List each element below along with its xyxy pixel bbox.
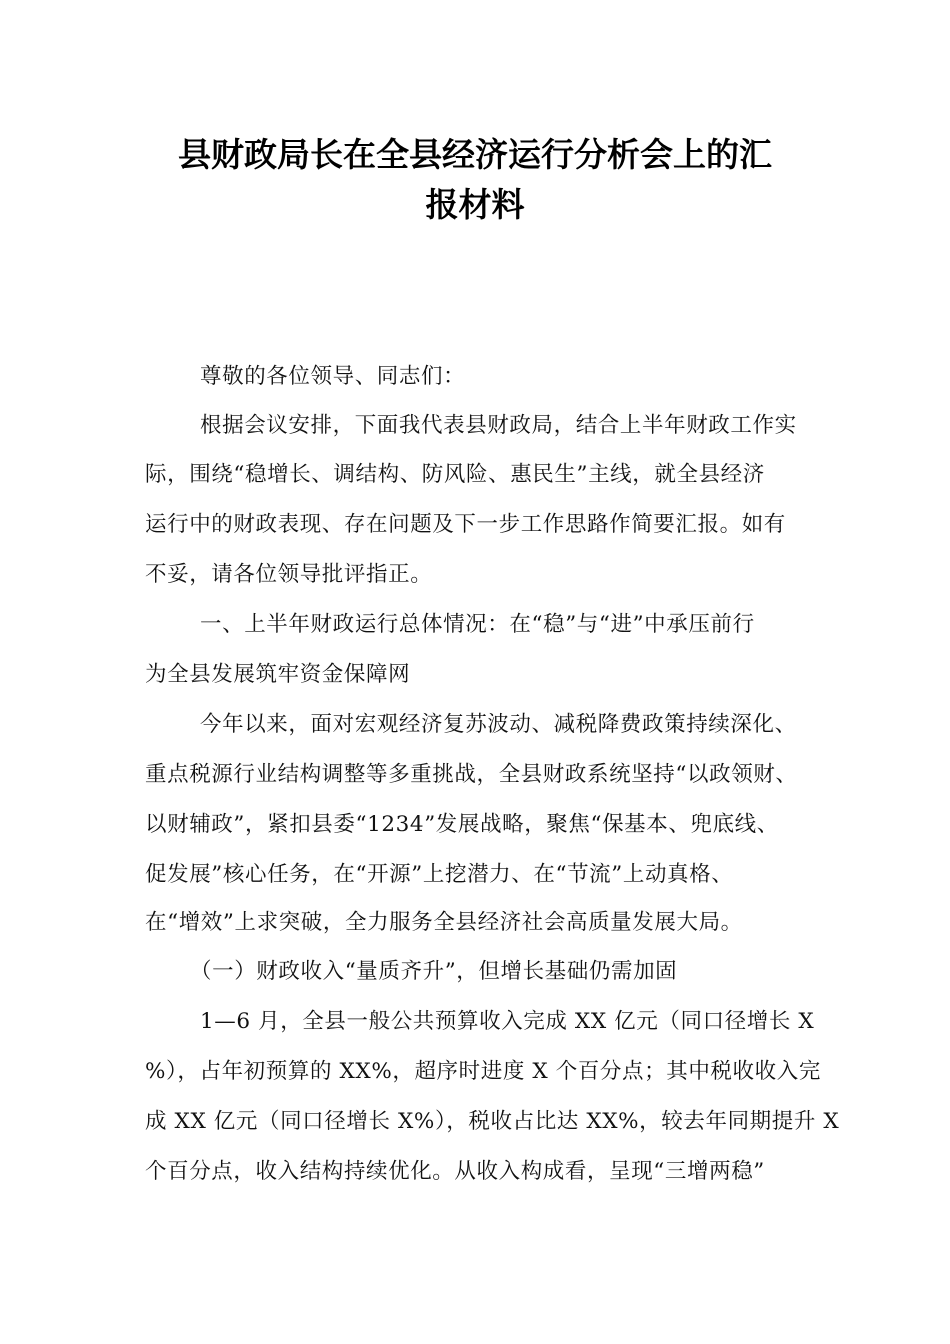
- paragraph-2-line-3: 以财辅政”，紧扣县委“1234”发展战略，聚焦“保基本、兜底线、: [145, 812, 779, 837]
- paragraph-1-line-2: 际，围绕“稳增长、调结构、防风险、惠民生”主线，就全县经济: [145, 462, 765, 487]
- paragraph-2-line-4: 促发展”核心任务，在“开源”上挖潜力、在“节流”上动真格、: [145, 862, 734, 887]
- paragraph-2-line-5: 在“增效”上求突破，全力服务全县经济社会高质量发展大局。: [145, 910, 743, 935]
- paragraph-3-line-4: 个百分点，收入结构持续优化。从收入构成看，呈现“三增两稳”: [145, 1159, 765, 1184]
- section-1-heading-line-2: 为全县发展筑牢资金保障网: [145, 662, 411, 687]
- section-1-heading-line-1: 一、上半年财政运行总体情况：在“稳”与“进”中承压前行: [200, 612, 755, 637]
- paragraph-3-line-3: 成 XX 亿元（同口径增长 X%），税收占比达 XX%，较去年同期提升 X: [145, 1109, 840, 1134]
- paragraph-2-line-2: 重点税源行业结构调整等多重挑战，全县财政系统坚持“以政领财、: [145, 762, 798, 787]
- greeting: 尊敬的各位领导、同志们：: [200, 364, 466, 389]
- paragraph-3-line-1: 1—6 月，全县一般公共预算收入完成 XX 亿元（同口径增长 X: [200, 1009, 815, 1034]
- document-title-line-2: 报材料: [425, 185, 525, 224]
- document-title-line-1: 县财政局长在全县经济运行分析会上的汇: [178, 135, 772, 174]
- paragraph-1-line-3: 运行中的财政表现、存在问题及下一步工作思路作简要汇报。如有: [145, 512, 786, 537]
- paragraph-3-line-2: %），占年初预算的 XX%，超序时进度 X 个百分点；其中税收收入完: [145, 1059, 821, 1084]
- paragraph-1-line-4: 不妥，请各位领导批评指正。: [145, 562, 433, 587]
- paragraph-1-line-1: 根据会议安排，下面我代表县财政局，结合上半年财政工作实: [200, 413, 797, 438]
- subsection-1-heading: （一）财政收入“量质齐升”，但增长基础仍需加固: [190, 959, 678, 984]
- paragraph-2-line-1: 今年以来，面对宏观经济复苏波动、减税降费政策持续深化、: [200, 712, 797, 737]
